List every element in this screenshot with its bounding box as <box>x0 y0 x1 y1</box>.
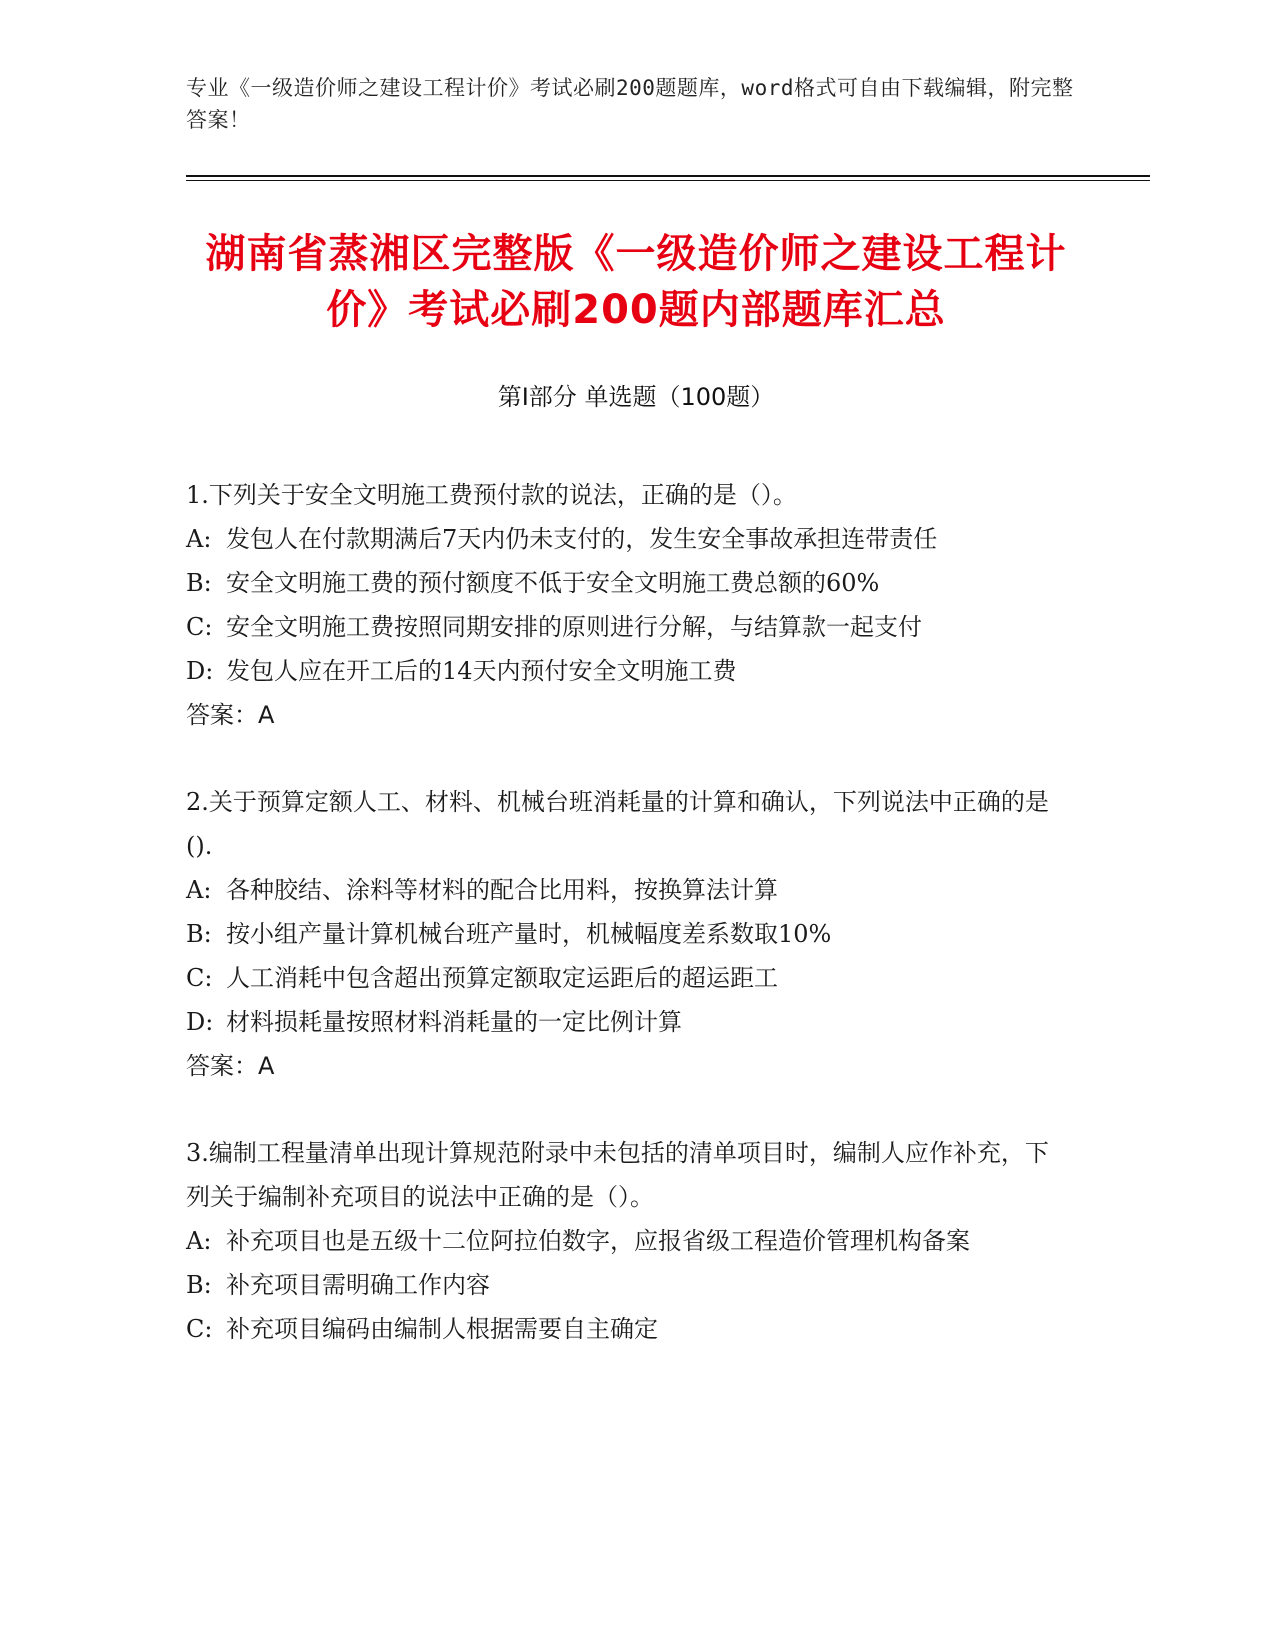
option-d <box>186 1000 1066 1044</box>
question-stem: 3.编制工程量清单出现计算规范附录中未包括的清单项目时，编制人应作补充，下列关于编制补充项目的说法中正确的是（）。 <box>186 1139 1049 1211</box>
option-text: 各种胶结、涂料等材料的配合比用料，按换算法计算 <box>226 876 778 904</box>
option-c <box>186 1307 1066 1351</box>
option-c <box>186 956 1066 1000</box>
option-text: 人工消耗中包含超出预算定额取定运距后的超运距工 <box>226 964 778 992</box>
option-text: 安全文明施工费的预付额度不低于安全文明施工费总额的60% <box>226 569 880 597</box>
option-letter: B: <box>186 569 212 597</box>
option-d <box>186 649 1066 693</box>
option-letter: A: <box>186 876 212 904</box>
option-text: 材料损耗量按照材料消耗量的一定比例计算 <box>226 1008 682 1036</box>
question-stem: 2.关于预算定额人工、材料、机械台班消耗量的计算和确认，下列说法中正确的是(). <box>186 788 1049 860</box>
option-b <box>186 1263 1066 1307</box>
option-letter: D: <box>186 1008 214 1036</box>
option-a <box>186 868 1066 912</box>
option-letter: D: <box>186 657 214 685</box>
question-2 <box>186 780 1066 1088</box>
answer-line: 答案：A <box>186 1052 275 1080</box>
question-3 <box>186 1131 1066 1351</box>
option-letter: A: <box>186 525 212 553</box>
answer-line: 答案：A <box>186 701 275 729</box>
option-letter: A: <box>186 1227 212 1255</box>
header-divider-thin <box>186 180 1150 181</box>
option-b <box>186 561 1066 605</box>
header-divider-thick <box>186 175 1150 177</box>
option-text: 发包人应在开工后的14天内预付安全文明施工费 <box>226 657 737 685</box>
question-stem: 1.下列关于安全文明施工费预付款的说法，正确的是（）。 <box>186 481 797 509</box>
option-b <box>186 912 1066 956</box>
option-letter: C: <box>186 964 213 992</box>
section-heading: 第Ⅰ部分 单选题（100题） <box>497 383 775 411</box>
question-1 <box>186 473 1066 737</box>
option-text: 补充项目需明确工作内容 <box>226 1271 490 1299</box>
option-text: 补充项目编码由编制人根据需要自主确定 <box>226 1315 658 1343</box>
option-letter: B: <box>186 920 212 948</box>
document-title: 湖南省蒸湘区完整版《一级造价师之建设工程计价》考试必刷200题内部题库汇总 <box>205 231 1067 333</box>
option-a <box>186 1219 1066 1263</box>
option-a <box>186 517 1066 561</box>
option-text: 安全文明施工费按照同期安排的原则进行分解，与结算款一起支付 <box>226 613 922 641</box>
option-text: 发包人在付款期满后7天内仍未支付的，发生安全事故承担连带责任 <box>226 525 938 553</box>
option-c <box>186 605 1066 649</box>
option-text: 补充项目也是五级十二位阿拉伯数字，应报省级工程造价管理机构备案 <box>226 1227 970 1255</box>
option-letter: C: <box>186 1315 213 1343</box>
header-note: 专业《一级造价师之建设工程计价》考试必刷200题题库，word格式可自由下载编辑，附完整答案！ <box>186 76 1074 132</box>
option-letter: B: <box>186 1271 212 1299</box>
option-text: 按小组产量计算机械台班产量时，机械幅度差系数取10% <box>226 920 832 948</box>
option-letter: C: <box>186 613 213 641</box>
question-list <box>186 473 1066 1394</box>
